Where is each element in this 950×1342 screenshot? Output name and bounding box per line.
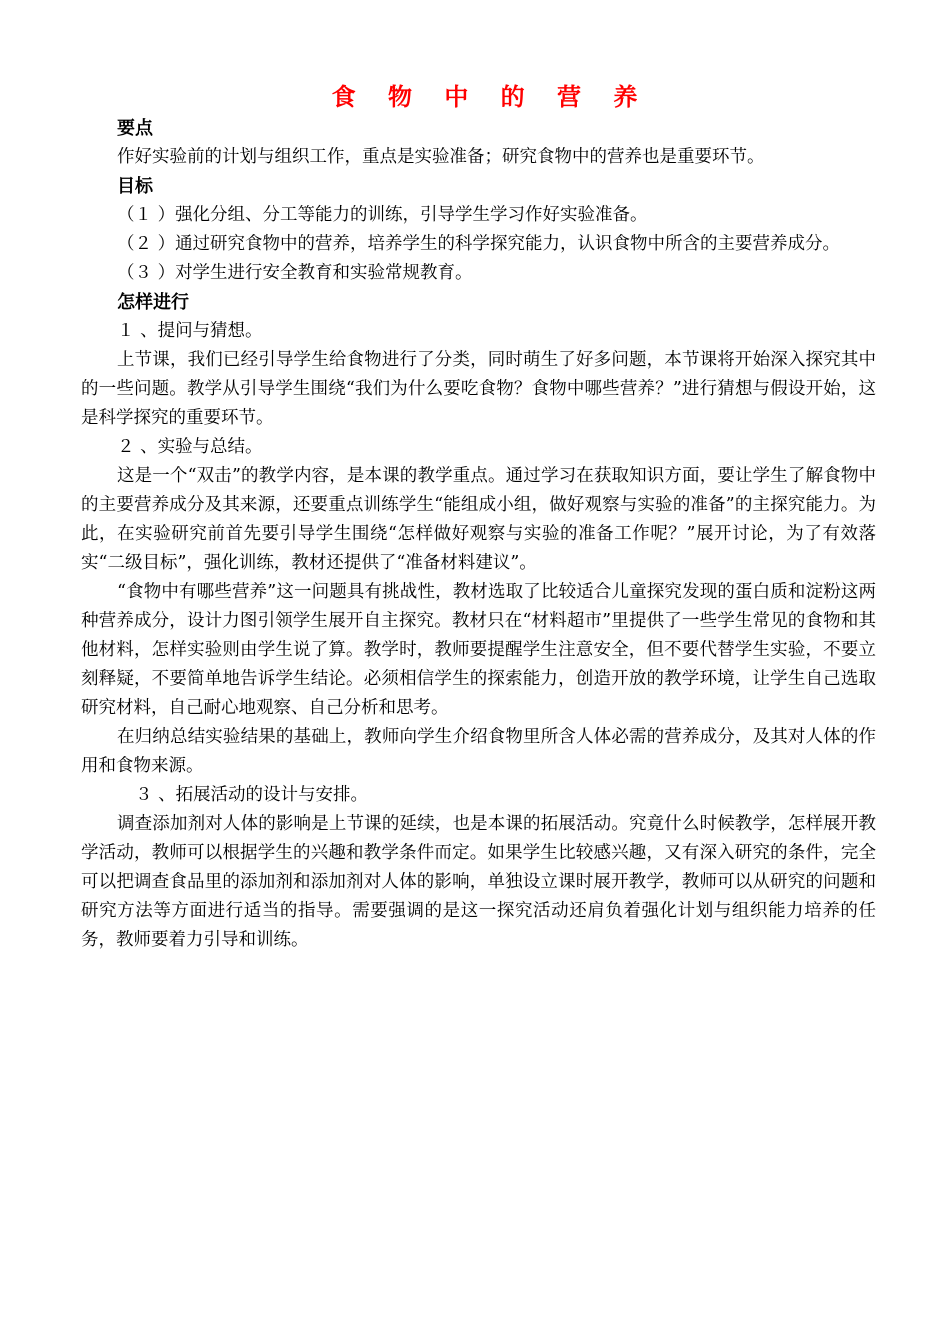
goal-item-2: （２ ）通过研究食物中的营养，培养学生的科学探究能力，认识食物中所含的主要营养成分。 [117, 234, 841, 254]
page-title: 食 物 中 的 营 养 [331, 82, 650, 111]
step2-text-1: 这是一个“双击”的教学内容，是本课的教学重点。通过学习在获取知识方面，要让学生了解食物中的主要营养成分及其来源，还要重点训练学生“能组成小组，做好观察与实验的准备”的主探究能力。为此，在实验研究前首先要引导学生围绕“怎样做好观察与实验的准备工作呢？”展开讨论，为了有效落实“二级目标”，强化训练，教材还提供了“准备材料建议”。 [81, 466, 876, 573]
goal-item-1: （１ ）强化分组、分工等能力的训练，引导学生学习作好实验准备。 [117, 205, 648, 225]
goal-item-3: （３ ）对学生进行安全教育和实验常规教育。 [117, 263, 473, 283]
step3-text: 调查添加剂对人体的影响是上节课的延续，也是本课的拓展活动。究竟什么时候教学，怎样展开教学活动，教师可以根据学生的兴趣和教学条件而定。如果学生比较感兴趣，又有深入研究的条件，完全可以把调查食品里的添加剂和添加剂对人体的影响，单独设立课时展开教学，教师可以从研究的问题和研究方法等方面进行适当的指导。需要强调的是这一探究活动还肩负着强化计划与组织能力培养的任务，教师要着力引导和训练。 [81, 814, 876, 950]
heading-goals: 目标 [117, 176, 153, 197]
heading-how: 怎样进行 [117, 292, 189, 313]
step2-text-3: 在归纳总结实验结果的基础上，教师向学生介绍食物里所含人体必需的营养成分，及其对人体的作用和食物来源。 [81, 727, 876, 776]
step1-title: １ 、提问与猜想。 [117, 321, 263, 341]
step1-text: 上节课，我们已经引导学生给食物进行了分类，同时萌生了好多问题，本节课将开始深入探究其中的一些问题。教学从引导学生围绕“我们为什么要吃食物？食物中哪些营养？”进行猜想与假设开始，这是科学探究的重要环节。 [81, 350, 876, 428]
document-page [81, 82, 876, 955]
step2-title: ２ 、实验与总结。 [117, 437, 263, 457]
heading-key-points: 要点 [117, 118, 153, 139]
step3-title: ３ 、拓展活动的设计与安排。 [135, 785, 369, 805]
step2-text-2: “食物中有哪些营养”这一问题具有挑战性，教材选取了比较适合儿童探究发现的蛋白质和淀粉这两种营养成分，设计力图引领学生展开自主探究。教材只在“材料超市”里提供了一些学生常见的食物和其他材料，怎样实验则由学生说了算。教学时，教师要提醒学生注意安全，但不要代替学生实验，不要立刻释疑，不要简单地告诉学生结论。必须相信学生的探索能力，创造开放的教学环境，让学生自己选取研究材料，自己耐心地观察、自己分析和思考。 [81, 582, 876, 718]
key-points-text: 作好实验前的计划与组织工作，重点是实验准备；研究食物中的营养也是重要环节。 [117, 147, 765, 167]
